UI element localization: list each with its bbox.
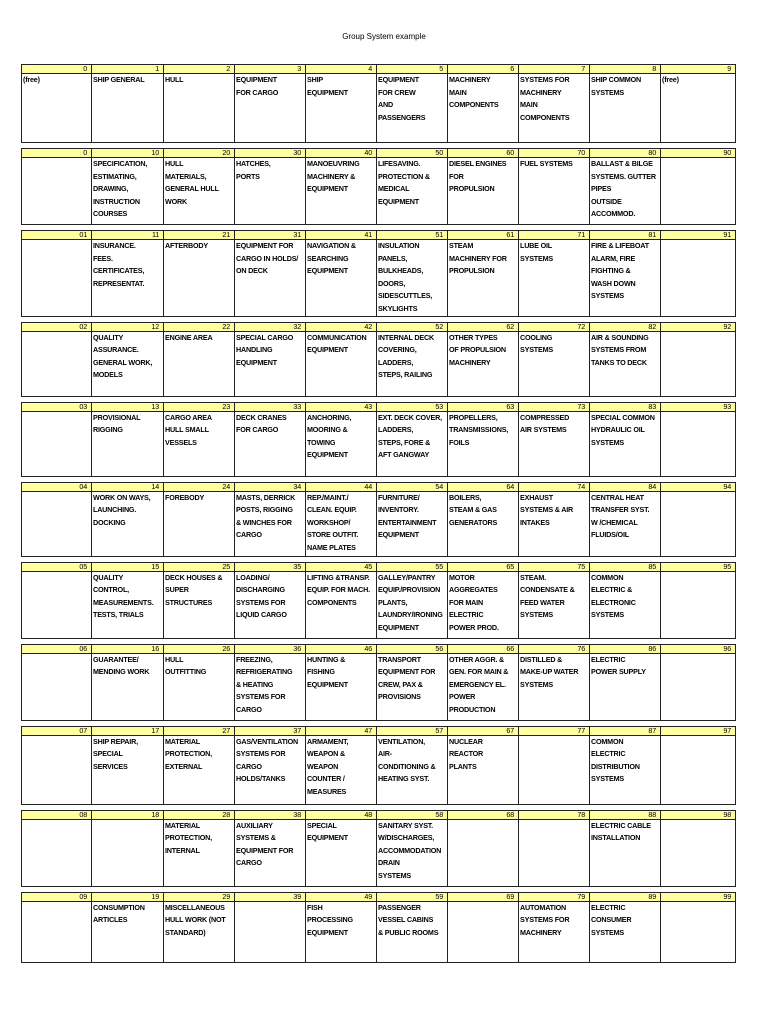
group-description: DIESEL ENGINES FOR PROPULSION: [448, 158, 519, 225]
group-description: SHIP EQUIPMENT: [306, 74, 377, 143]
group-description: FIRE & LIFEBOAT ALARM, FIRE FIGHTING & WASH DOWN SYSTEMS: [590, 240, 661, 317]
group-description: [22, 411, 92, 476]
group-description: SPECIAL COMMON HYDRAULIC OIL SYSTEMS: [590, 411, 661, 476]
group-description: QUALITY CONTROL, MEASUREMENTS. TESTS, TRIALS: [92, 571, 164, 638]
group-description-row: [22, 819, 736, 886]
group-description: MATERIAL PROTECTION, EXTERNAL: [164, 735, 235, 804]
group-description: [661, 571, 736, 638]
group-description: [92, 819, 164, 886]
group-number: 47: [306, 726, 377, 735]
group-description: CARGO AREA HULL SMALL VESSELS: [164, 411, 235, 476]
group-number: 13: [92, 402, 164, 411]
group-number: 91: [661, 231, 736, 240]
group-number: 68: [448, 810, 519, 819]
group-number: 97: [661, 726, 736, 735]
group-description: [22, 158, 92, 225]
group-description: INSULATION PANELS, BULKHEADS, DOORS, SIDESCUTTLES, SKYLIGHTS: [377, 240, 448, 317]
group-description: MANOEUVRING MACHINERY & EQUIPMENT: [306, 158, 377, 225]
group-number: 78: [519, 810, 590, 819]
group-description: [22, 653, 92, 720]
group-description: FREEZING, REFRIGERATING & HEATING SYSTEMS FOR CARGO: [235, 653, 306, 720]
group-number: 76: [519, 644, 590, 653]
group-number: 35: [235, 562, 306, 571]
group-number: 86: [590, 644, 661, 653]
group-description: SPECIAL EQUIPMENT: [306, 819, 377, 886]
group-description: HATCHES, PORTS: [235, 158, 306, 225]
group-number: 12: [92, 322, 164, 331]
group-description: HULL MATERIALS, GENERAL HULL WORK: [164, 158, 235, 225]
group-description: NAVIGATION & SEARCHING EQUIPMENT: [306, 240, 377, 317]
group-number: 50: [377, 149, 448, 158]
group-number: 21: [164, 231, 235, 240]
group-number: 43: [306, 402, 377, 411]
group-number: 05: [22, 562, 92, 571]
group-description: STEAM MACHINERY FOR PROPULSION: [448, 240, 519, 317]
group-number: 48: [306, 810, 377, 819]
group-number: 16: [92, 644, 164, 653]
group-number: 10: [92, 149, 164, 158]
group-number: 80: [590, 149, 661, 158]
group-number: 45: [306, 562, 377, 571]
group-number: 14: [92, 482, 164, 491]
group-number: 9: [661, 65, 736, 74]
group-description-row: [22, 571, 736, 638]
group-number-row: [22, 892, 736, 901]
group-description: EQUIPMENT FOR CARGO: [235, 74, 306, 143]
group-description: CONSUMPTION ARTICLES: [92, 901, 164, 962]
group-description: EQUIPMENT FOR CARGO IN HOLDS/ ON DECK: [235, 240, 306, 317]
group-number: 95: [661, 562, 736, 571]
group-description: OTHER AGGR. & GEN. FOR MAIN & EMERGENCY EL. POWER PRODUCTION: [448, 653, 519, 720]
group-number: 28: [164, 810, 235, 819]
group-description: CENTRAL HEAT TRANSFER SYST. W /CHEMICAL FLUIDS/OIL: [590, 491, 661, 556]
group-number: 01: [22, 231, 92, 240]
group-number: 92: [661, 322, 736, 331]
group-description: BALLAST & BILGE SYSTEMS. GUTTER PIPES OUTSIDE ACCOMMOD.: [590, 158, 661, 225]
group-number: 30: [235, 149, 306, 158]
group-description: ENGINE AREA: [164, 331, 235, 396]
group-number: 83: [590, 402, 661, 411]
group-description: [22, 491, 92, 556]
group-number: 99: [661, 892, 736, 901]
group-description: LUBE OIL SYSTEMS: [519, 240, 590, 317]
group-number: 59: [377, 892, 448, 901]
group-number: 25: [164, 562, 235, 571]
group-number: 03: [22, 402, 92, 411]
page-title: Group System example: [342, 32, 426, 41]
group-description: [22, 331, 92, 396]
group-description: AUTOMATION SYSTEMS FOR MACHINERY: [519, 901, 590, 962]
group-number: 73: [519, 402, 590, 411]
group-number: 3: [235, 65, 306, 74]
group-description: [448, 819, 519, 886]
group-number: 22: [164, 322, 235, 331]
group-description: HULL: [164, 74, 235, 143]
group-description: PROPELLERS, TRANSMISSIONS, FOILS: [448, 411, 519, 476]
group-description: HULL OUTFITTING: [164, 653, 235, 720]
group-number: 31: [235, 231, 306, 240]
group-number: 02: [22, 322, 92, 331]
group-description: GUARANTEE/ MENDING WORK: [92, 653, 164, 720]
group-number: 41: [306, 231, 377, 240]
group-number: 07: [22, 726, 92, 735]
group-description: COMMUNICATION EQUIPMENT: [306, 331, 377, 396]
group-description: DECK HOUSES & SUPER STRUCTURES: [164, 571, 235, 638]
group-number: 2: [164, 65, 235, 74]
group-number: 66: [448, 644, 519, 653]
group-number: 63: [448, 402, 519, 411]
group-number: 23: [164, 402, 235, 411]
group-description: NUCLEAR REACTOR PLANTS: [448, 735, 519, 804]
group-description: [661, 411, 736, 476]
group-number: 24: [164, 482, 235, 491]
group-description: [22, 819, 92, 886]
group-number: 62: [448, 322, 519, 331]
group-description: [661, 240, 736, 317]
group-number: 70: [519, 149, 590, 158]
group-number: 88: [590, 810, 661, 819]
group-description: REP./MAINT./ CLEAN. EQUIP. WORKSHOP/ STORE OUTFIT. NAME PLATES: [306, 491, 377, 556]
group-description-row: [22, 653, 736, 720]
group-description: ANCHORING, MOORING & TOWING EQUIPMENT: [306, 411, 377, 476]
group-number: 72: [519, 322, 590, 331]
group-number: 75: [519, 562, 590, 571]
group-number: 58: [377, 810, 448, 819]
group-description: [519, 819, 590, 886]
group-description: TRANSPORT EQUIPMENT FOR CREW, PAX & PROVISIONS: [377, 653, 448, 720]
group-description-row: [22, 901, 736, 962]
group-number-row: [22, 562, 736, 571]
group-description: FURNITURE/ INVENTORY. ENTERTAINMENT EQUIPMENT: [377, 491, 448, 556]
group-number: 36: [235, 644, 306, 653]
group-description: EXHAUST SYSTEMS & AIR INTAKES: [519, 491, 590, 556]
group-description: GAS/VENTILATION SYSTEMS FOR CARGO HOLDS/TANKS: [235, 735, 306, 804]
group-description: [22, 735, 92, 804]
group-description: [661, 158, 736, 225]
group-description: OTHER TYPES OF PROPULSION MACHINERY: [448, 331, 519, 396]
group-description: [22, 240, 92, 317]
group-description: [661, 653, 736, 720]
group-description: ARMAMENT, WEAPON & WEAPON COUNTER / MEASURES: [306, 735, 377, 804]
group-description: [661, 819, 736, 886]
group-number: 29: [164, 892, 235, 901]
group-number: 82: [590, 322, 661, 331]
group-description: AFTERBODY: [164, 240, 235, 317]
group-description: EQUIPMENT FOR CREW AND PASSENGERS: [377, 74, 448, 143]
group-number: 94: [661, 482, 736, 491]
group-description: AUXILIARY SYSTEMS & EQUIPMENT FOR CARGO: [235, 819, 306, 886]
group-number-row: [22, 482, 736, 491]
group-description: WORK ON WAYS, LAUNCHING. DOCKING: [92, 491, 164, 556]
group-number: 19: [92, 892, 164, 901]
group-number: 87: [590, 726, 661, 735]
group-description: SHIP COMMON SYSTEMS: [590, 74, 661, 143]
group-number: 20: [164, 149, 235, 158]
group-description: FUEL SYSTEMS: [519, 158, 590, 225]
group-description: PASSENGER VESSEL CABINS & PUBLIC ROOMS: [377, 901, 448, 962]
group-number: 11: [92, 231, 164, 240]
group-description: [22, 571, 92, 638]
group-number: 4: [306, 65, 377, 74]
group-number: 38: [235, 810, 306, 819]
group-description: HUNTING & FISHING EQUIPMENT: [306, 653, 377, 720]
group-description: BOILERS, STEAM & GAS GENERATORS: [448, 491, 519, 556]
group-number: 84: [590, 482, 661, 491]
group-description: COMPRESSED AIR SYSTEMS: [519, 411, 590, 476]
group-description-row: [22, 240, 736, 317]
group-description: [519, 735, 590, 804]
group-number: 90: [661, 149, 736, 158]
group-number: 04: [22, 482, 92, 491]
group-number-row: [22, 402, 736, 411]
group-number: 55: [377, 562, 448, 571]
group-description: [661, 491, 736, 556]
group-number: 53: [377, 402, 448, 411]
group-number: 96: [661, 644, 736, 653]
group-number-row: [22, 810, 736, 819]
group-description: GALLEY/PANTRY EQUIP./PROVISION PLANTS, LAUNDRY/IRONING EQUIPMENT: [377, 571, 448, 638]
group-number: 49: [306, 892, 377, 901]
group-description: COOLING SYSTEMS: [519, 331, 590, 396]
group-number-row: [22, 149, 736, 158]
group-description: PROVISIONAL RIGGING: [92, 411, 164, 476]
group-description: ELECTRIC CABLE INSTALLATION: [590, 819, 661, 886]
group-number: 67: [448, 726, 519, 735]
group-number: 06: [22, 644, 92, 653]
group-description: MACHINERY MAIN COMPONENTS: [448, 74, 519, 143]
group-description: [661, 901, 736, 962]
group-number: 0: [22, 149, 92, 158]
group-description: SANITARY SYST. W/DISCHARGES, ACCOMMODATION DRAIN SYSTEMS: [377, 819, 448, 886]
group-number: 26: [164, 644, 235, 653]
group-number: 51: [377, 231, 448, 240]
group-number: 61: [448, 231, 519, 240]
group-number: 32: [235, 322, 306, 331]
group-number: 74: [519, 482, 590, 491]
group-description: INTERNAL DECK COVERING, LADDERS, STEPS, RAILING: [377, 331, 448, 396]
group-number: 6: [448, 65, 519, 74]
group-number: 52: [377, 322, 448, 331]
group-description-row: [22, 491, 736, 556]
group-description: COMMON ELECTRIC DISTRIBUTION SYSTEMS: [590, 735, 661, 804]
group-description-row: [22, 74, 736, 143]
group-number: 39: [235, 892, 306, 901]
group-description: AIR & SOUNDING SYSTEMS FROM TANKS TO DECK: [590, 331, 661, 396]
group-number: 34: [235, 482, 306, 491]
group-number-row: [22, 644, 736, 653]
group-description: DISTILLED & MAKE-UP WATER SYSTEMS: [519, 653, 590, 720]
group-number: 93: [661, 402, 736, 411]
group-description: (free): [661, 74, 736, 143]
group-number: 77: [519, 726, 590, 735]
group-number: 57: [377, 726, 448, 735]
group-description: MOTOR AGGREGATES FOR MAIN ELECTRIC POWER PROD.: [448, 571, 519, 638]
group-description: SYSTEMS FOR MACHINERY MAIN COMPONENTS: [519, 74, 590, 143]
group-description: [448, 901, 519, 962]
group-description: VENTILATION, AIR- CONDITIONING & HEATING SYST.: [377, 735, 448, 804]
group-description: SPECIAL CARGO HANDLING EQUIPMENT: [235, 331, 306, 396]
group-description: [661, 735, 736, 804]
group-description: [235, 901, 306, 962]
group-description: DECK CRANES FOR CARGO: [235, 411, 306, 476]
group-number: 5: [377, 65, 448, 74]
group-number: 85: [590, 562, 661, 571]
group-number: 1: [92, 65, 164, 74]
group-number: 0: [22, 65, 92, 74]
group-description: [661, 331, 736, 396]
group-description: MASTS, DERRICK POSTS, RIGGING & WINCHES FOR CARGO: [235, 491, 306, 556]
group-number: 08: [22, 810, 92, 819]
group-number: 40: [306, 149, 377, 158]
group-number: 42: [306, 322, 377, 331]
group-description: LIFESAVING. PROTECTION & MEDICAL EQUIPMENT: [377, 158, 448, 225]
group-number: 65: [448, 562, 519, 571]
group-number: 60: [448, 149, 519, 158]
group-description: SPECIFICATION, ESTIMATING, DRAWING, INSTRUCTION COURSES: [92, 158, 164, 225]
group-description: FISH PROCESSING EQUIPMENT: [306, 901, 377, 962]
group-description: ELECTRIC CONSUMER SYSTEMS: [590, 901, 661, 962]
group-number: 54: [377, 482, 448, 491]
group-number: 15: [92, 562, 164, 571]
group-number: 64: [448, 482, 519, 491]
group-description: STEAM. CONDENSATE & FEED WATER SYSTEMS: [519, 571, 590, 638]
group-description: [22, 901, 92, 962]
group-number: 89: [590, 892, 661, 901]
group-system-table: [21, 64, 736, 963]
group-number: 37: [235, 726, 306, 735]
group-description: ELECTRIC POWER SUPPLY: [590, 653, 661, 720]
group-number: 44: [306, 482, 377, 491]
group-number: 33: [235, 402, 306, 411]
group-description: COMMON ELECTRIC & ELECTRONIC SYSTEMS: [590, 571, 661, 638]
group-description: LOADING/ DISCHARGING SYSTEMS FOR LIQUID CARGO: [235, 571, 306, 638]
group-description: QUALITY ASSURANCE. GENERAL WORK, MODELS: [92, 331, 164, 396]
group-description: SHIP GENERAL: [92, 74, 164, 143]
group-number: 69: [448, 892, 519, 901]
group-number: 7: [519, 65, 590, 74]
group-number: 46: [306, 644, 377, 653]
group-description-row: [22, 158, 736, 225]
group-number-row: [22, 231, 736, 240]
group-description: FOREBODY: [164, 491, 235, 556]
group-number-row: [22, 322, 736, 331]
group-number: 18: [92, 810, 164, 819]
group-description: SHIP REPAIR, SPECIAL SERVICES: [92, 735, 164, 804]
group-description-row: [22, 735, 736, 804]
group-description: MATERIAL PROTECTION, INTERNAL: [164, 819, 235, 886]
group-number: 27: [164, 726, 235, 735]
group-number-row: [22, 726, 736, 735]
group-description: LIFTING &TRANSP. EQUIP. FOR MACH. COMPONENTS: [306, 571, 377, 638]
group-number: 79: [519, 892, 590, 901]
group-description-row: [22, 411, 736, 476]
group-number-row: [22, 65, 736, 74]
group-number: 71: [519, 231, 590, 240]
group-description: (free): [22, 74, 92, 143]
group-number: 8: [590, 65, 661, 74]
group-number: 56: [377, 644, 448, 653]
group-number: 98: [661, 810, 736, 819]
group-number: 81: [590, 231, 661, 240]
group-description-row: [22, 331, 736, 396]
group-description: MISCELLANEOUS HULL WORK (NOT STANDARD): [164, 901, 235, 962]
group-number: 09: [22, 892, 92, 901]
group-description: EXT. DECK COVER, LADDERS, STEPS, FORE & AFT GANGWAY: [377, 411, 448, 476]
group-description: INSURANCE. FEES. CERTIFICATES, REPRESENTAT.: [92, 240, 164, 317]
group-number: 17: [92, 726, 164, 735]
